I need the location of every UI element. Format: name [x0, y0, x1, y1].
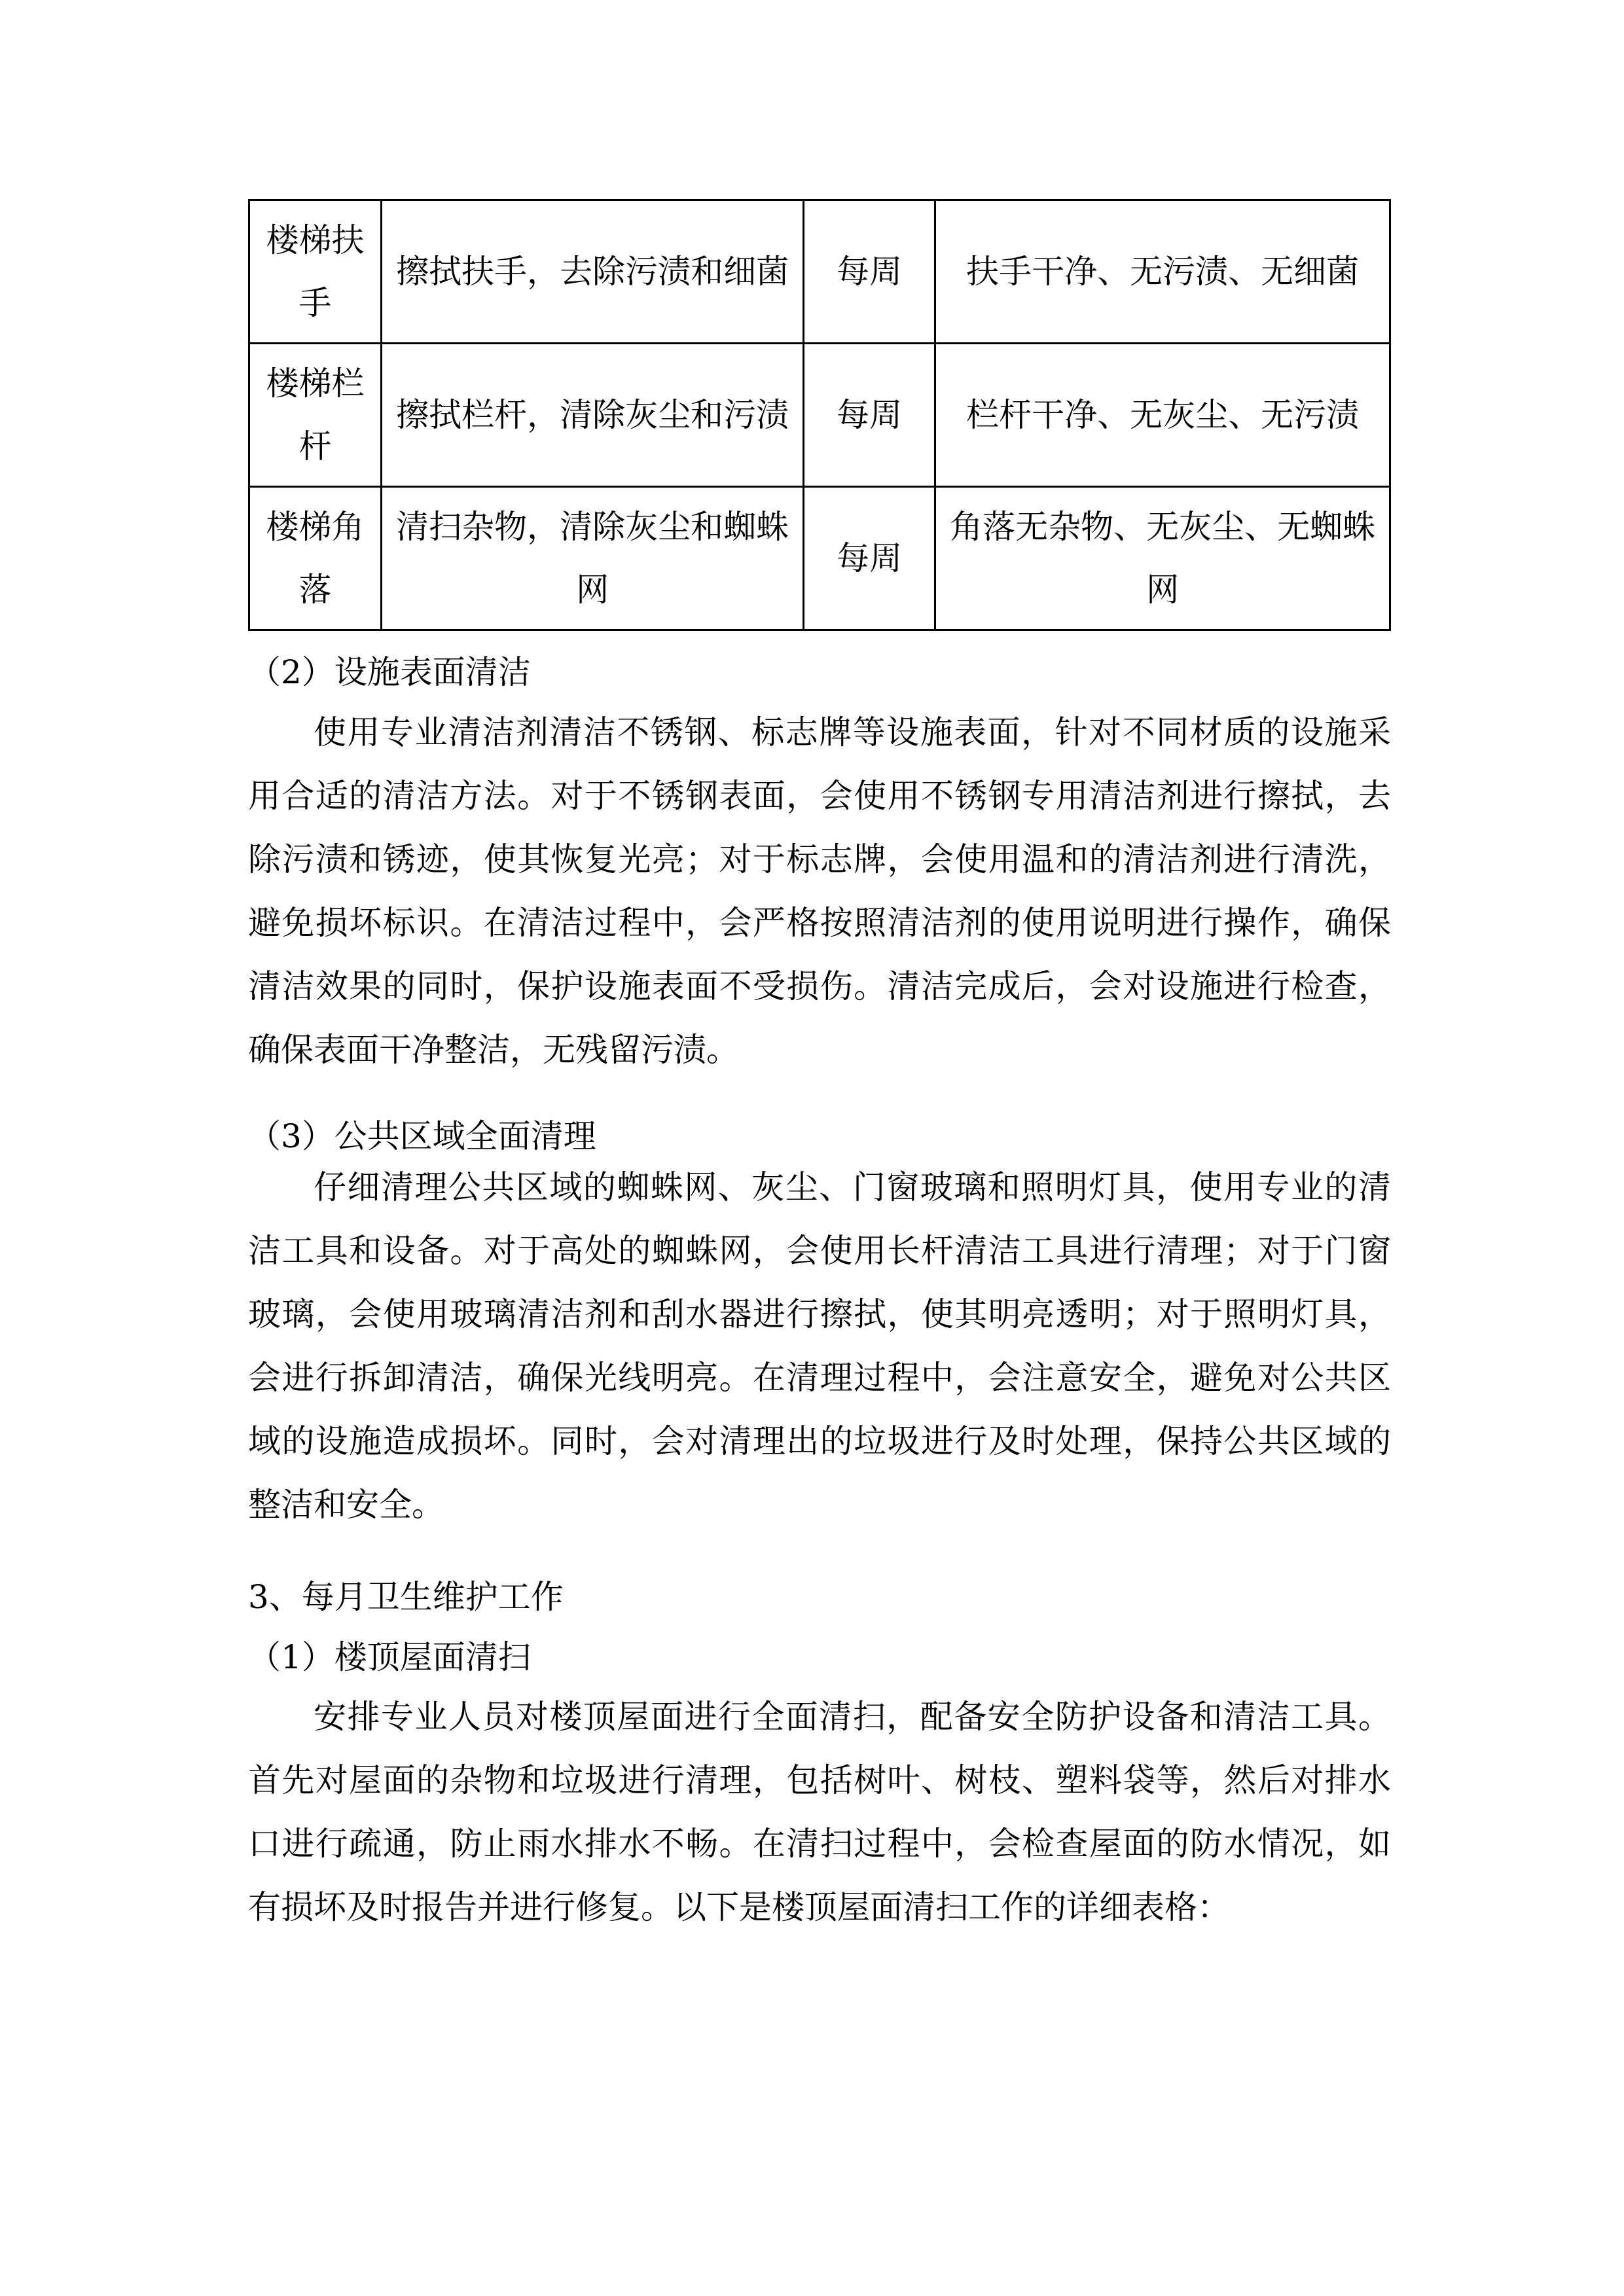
table-row [249, 487, 1390, 630]
section-heading-roof-cleaning: （1）楼顶屋面清扫 [248, 1638, 531, 1676]
paragraph-line: 域的设施造成损坏。同时，会对清理出的垃圾进行及时处理，保持公共区域的 [248, 1422, 1391, 1460]
table-row [249, 344, 1390, 487]
paragraph-public-area [248, 1156, 1391, 1537]
table-cell-frequency [804, 200, 935, 344]
paragraph-line: 有损坏及时报告并进行修复。以下是楼顶屋面清扫工作的详细表格： [248, 1888, 1230, 1926]
paragraph-line: 口进行疏通，防止雨水排水不畅。在清扫过程中，会检查屋面的防水情况，如 [248, 1825, 1391, 1863]
paragraph-roof-cleaning [248, 1685, 1391, 1939]
paragraph-line: 玻璃，会使用玻璃清洁剂和刮水器进行擦拭，使其明亮透明；对于照明灯具， [248, 1295, 1391, 1333]
cell-text-line: 手 [298, 284, 332, 322]
paragraph-line: 清洁效果的同时，保护设施表面不受损伤。清洁完成后，会对设施进行检查， [248, 967, 1391, 1005]
table-cell-frequency [804, 344, 935, 487]
paragraph-line: 避免损坏标识。在清洁过程中，会严格按照清洁剂的使用说明进行操作，确保 [248, 904, 1391, 942]
stair-cleaning-table [248, 199, 1391, 631]
cell-text-line: 杆 [298, 427, 332, 465]
table-cell-item [249, 344, 382, 487]
table-cell-item [249, 487, 382, 630]
table-cell-content [382, 487, 804, 630]
table-cell-content [382, 344, 804, 487]
paragraph-line: 除污渍和锈迹，使其恢复光亮；对于标志牌，会使用温和的清洁剂进行清洗， [248, 840, 1391, 878]
cell-text-line: 网 [1146, 571, 1180, 609]
cell-text-line: 擦拭扶手，去除污渍和细菌 [396, 253, 789, 291]
cell-text-line: 网 [576, 571, 609, 609]
paragraph-line: 首先对屋面的杂物和垃圾进行清理，包括树叶、树枝、塑料袋等，然后对排水 [248, 1761, 1391, 1799]
paragraph-line: 使用专业清洁剂清洁不锈钢、标志牌等设施表面，针对不同材质的设施采 [314, 713, 1391, 751]
paragraph-line: 会进行拆卸清洁，确保光线明亮。在清理过程中，会注意安全，避免对公共区 [248, 1359, 1391, 1397]
cell-text-line: 落 [298, 571, 332, 609]
cell-text-line: 每周 [837, 539, 903, 577]
section-heading-public-area: （3）公共区域全面清理 [248, 1117, 596, 1155]
cell-text-line: 楼梯扶 [266, 221, 365, 259]
cell-text-line: 每周 [837, 396, 903, 434]
table-cell-item [249, 200, 382, 344]
cell-text-line: 栏杆干净、无灰尘、无污渍 [966, 396, 1360, 434]
section-heading-monthly: 3、每月卫生维护工作 [248, 1578, 564, 1616]
cell-text-line: 擦拭栏杆，清除灰尘和污渍 [396, 396, 789, 434]
paragraph-facility-surface [248, 701, 1391, 1082]
cell-text-line: 楼梯栏 [266, 365, 365, 403]
table-row [249, 200, 1390, 344]
paragraph-line: 仔细清理公共区域的蜘蛛网、灰尘、门窗玻璃和照明灯具，使用专业的清 [314, 1168, 1391, 1206]
paragraph-line: 安排专业人员对楼顶屋面进行全面清扫，配备安全防护设备和清洁工具。 [314, 1698, 1391, 1736]
table-cell-standard [935, 487, 1390, 630]
table-cell-frequency [804, 487, 935, 630]
cell-text-line: 楼梯角 [266, 508, 365, 546]
section-heading-facility-surface: （2）设施表面清洁 [248, 653, 531, 691]
cell-text-line: 每周 [837, 253, 903, 291]
cell-text-line: 扶手干净、无污渍、无细菌 [966, 253, 1360, 291]
table-cell-standard [935, 200, 1390, 344]
paragraph-line: 洁工具和设备。对于高处的蜘蛛网，会使用长杆清洁工具进行清理；对于门窗 [248, 1232, 1391, 1270]
paragraph-line: 用合适的清洁方法。对于不锈钢表面，会使用不锈钢专用清洁剂进行擦拭，去 [248, 777, 1391, 815]
paragraph-line: 确保表面干净整洁，无残留污渍。 [248, 1031, 739, 1069]
table-cell-content [382, 200, 804, 344]
table-cell-standard [935, 344, 1390, 487]
cell-text-line: 清扫杂物，清除灰尘和蜘蛛 [396, 508, 789, 546]
paragraph-line: 整洁和安全。 [248, 1486, 444, 1524]
cell-text-line: 角落无杂物、无灰尘、无蜘蛛 [950, 508, 1376, 546]
